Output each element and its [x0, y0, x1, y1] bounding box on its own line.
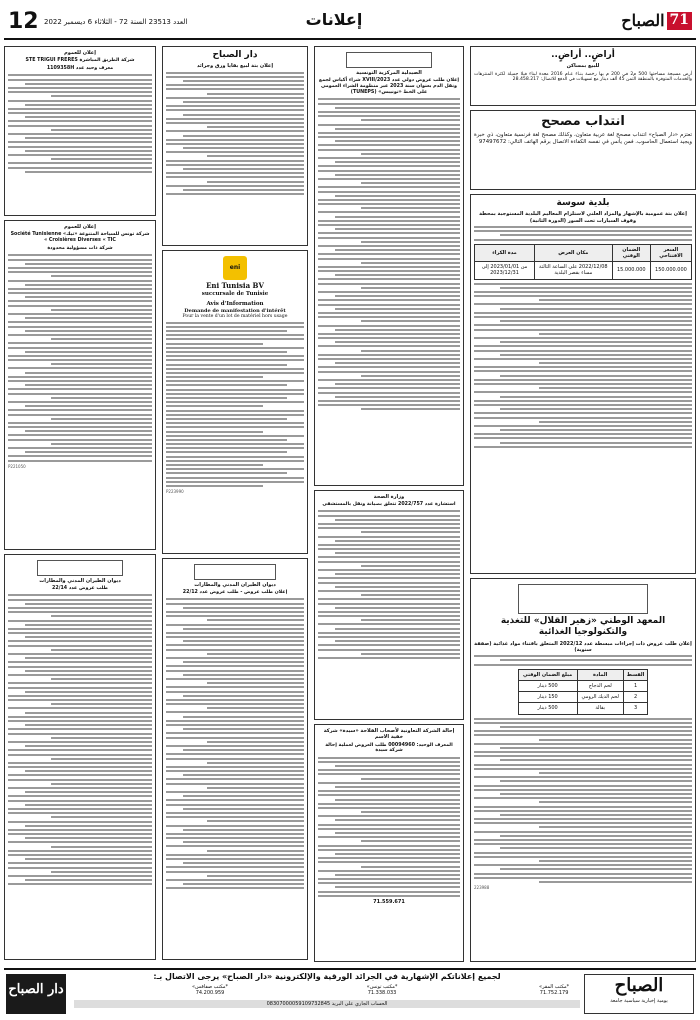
notice1-ref: معرف وحيد عدد 1109358H [46, 66, 114, 72]
text-block [474, 655, 692, 665]
aviation2-logo [37, 560, 123, 576]
table-cell: 150.000.000 [650, 262, 691, 280]
page-number: 12 [8, 9, 39, 34]
ad-zouhair-kallel [470, 578, 696, 962]
ad-tic [4, 220, 156, 550]
table-header: مكان العرض [534, 244, 612, 262]
notice1-subtitle: شركة الطريق المباشرة STE TRIGUI FRERES [25, 58, 135, 64]
table-cell: 500 دينار [518, 680, 577, 691]
office-phone: 71.752.179 [539, 990, 569, 997]
ad-municipality-subtitle: إعلان بتة عمومية بالإشهار والمزاد العلني لاستلزام المعاليم البلدية المستوجبة بمحطة وقوف السيارات تحت السور (الدورة الثانية) [479, 211, 687, 224]
coop-phone: 71.559.671 [373, 899, 405, 906]
ad-cooperative [314, 724, 464, 962]
eni-logo: eni [223, 256, 247, 280]
table-cell: 3 [623, 703, 648, 714]
ad-lands-text: أرض مسيجة مساحتها 500 م2 في 200 م بها رخصة بنـاء عـام 2016 معدة لبناء فيلا جميلة لكثرة المنتزهات والخدمات المتوفرة بالمنطقة الثمن 45 ألف دينار مع تسهيلات في الدفع للاتصال: 28.458.217 [474, 71, 692, 83]
pharmacy-logo [346, 52, 431, 68]
office-phone: 74.200.959 [195, 990, 225, 997]
ad-dar-assabah [162, 46, 308, 246]
eni-subtitle: succursale de Tunisie [201, 290, 269, 297]
text-block [474, 226, 692, 241]
footer-brand-2 [6, 974, 66, 1014]
table-header: المادة [577, 669, 623, 680]
office-label: *مكتب صفاقس» [191, 984, 229, 990]
aviation-logo [194, 564, 277, 580]
ad-central-pharmacy [314, 46, 464, 486]
eni-notice-title: Avis d'Information [206, 300, 264, 307]
coop-subtitle: المعرف الوحيد: 00094960 طلب العروض لعملية إحالة شركة سيدة [325, 742, 453, 754]
zouhair-kallel-logo [518, 584, 649, 614]
office-label: *مكتب تونس» [366, 984, 398, 990]
footer-offices [74, 984, 580, 997]
section-title: إعلانات [305, 10, 363, 29]
ad-ministry-health [314, 490, 464, 720]
office-label: *مكتب المقر» [539, 984, 570, 990]
office-tunis [246, 984, 408, 997]
table-cell: 500 دينار [518, 703, 577, 714]
eni-notice-subtitle: Demande de manifestation d'intérêt [184, 307, 286, 314]
ad-municipality [470, 194, 696, 574]
text-block [318, 510, 460, 659]
page-footer [4, 968, 696, 1016]
health-subtitle: استشارة عدد 2022/757 تتعلق بصيانة ونقل بالمستشفى [322, 502, 456, 508]
ad-lands [470, 46, 696, 106]
coop-title: إحالة الشركة التعاونية لأصحاب الفلاحة «سيدة» شركة خفية الاسم [323, 728, 455, 741]
page-header [4, 6, 696, 40]
table-cell: بقالة [577, 703, 623, 714]
aviation2-subtitle: طلب عروض عدد 22/14 [52, 586, 108, 592]
ad-recruit-title: انتداب مصحح [541, 114, 625, 129]
notice2-title: إعلان للعموم [64, 224, 96, 230]
ad-eni [162, 250, 308, 554]
footer-brand-2-name: دار الصباح [8, 982, 64, 997]
dar-title: دار الصباح [212, 50, 258, 60]
aviation2-title: ديوان الطيران المدني والمطارات [39, 578, 121, 584]
office-sfax [74, 984, 236, 997]
pharmacy-subtitle: إعلان طلب عروض دولي عدد 2023/XVIII شراء أكياس لجمع ونقل الدم بعنوان سنة 2023 عبر منظومة الشراء العمومي على الخط «تونيبس» (TUNEPS) [318, 78, 460, 96]
text-block [8, 594, 152, 885]
notice1-title: إعلان للعموم [64, 50, 96, 56]
text-block [474, 283, 692, 448]
eni-title: Eni Tunisia BV [206, 281, 264, 290]
logo-text: الصباح [621, 11, 665, 30]
office-hq [418, 984, 580, 997]
issue-line: العدد 23513 السنة 72 - الثلاثاء 6 ديسمبر 2022 [44, 18, 188, 26]
table-header: مدة الكراء [475, 244, 535, 262]
footer-brand [584, 974, 694, 1014]
column-1 [470, 46, 696, 964]
table-header: مبلغ الضمان الوقتي [518, 669, 577, 680]
table-cell: 2 [623, 692, 648, 703]
column-4 [4, 46, 156, 964]
footer-brand-name: الصباح [614, 975, 664, 996]
footer-contact [74, 972, 580, 1008]
text-block [318, 757, 460, 897]
ad-trigui-freres [4, 46, 156, 216]
table-header: السعر الافتتاحي [650, 244, 691, 262]
ad-code: 223988 [474, 885, 490, 891]
table-cell: 150 دينار [518, 692, 577, 703]
column-2 [314, 46, 464, 964]
newspaper-logo [612, 8, 692, 34]
ad-code: P221050 [8, 463, 26, 469]
ad-recruit-text: تعتزم «دار الصباح» انتداب مصحح لغة عربية متعاون، وكذلك مصحح لغة فرنسية متعاون، ذي خبرة ويجيد استعمال الحاسوب. فمن يأنس في نفسه الكفاءة الاتصال برقم الهاتف التالي: 97497672 [474, 132, 692, 145]
dar-subtitle: إعلان بتة لبيع بقايا ورق وجرائد [196, 63, 274, 70]
ad-municipality-title: بلدية سوسة [556, 198, 610, 208]
ad-lands-title: أراضٍ.. أراضٍ.. [551, 50, 615, 60]
text-block [8, 254, 152, 461]
text-block [166, 598, 304, 889]
ad-civil-aviation-2 [4, 554, 156, 960]
footer-headline: لجميع إعلاناتكم الإشهارية في الجرائد الورقية والإلكترونية «دار الصباح» يرجى الاتصال بـ: [153, 972, 501, 981]
logo-number: 71 [667, 12, 692, 30]
table-cell: 1 [623, 680, 648, 691]
table-cell: من 2023/01/01 إلى 2023/12/31 [475, 262, 535, 280]
aviation-title: ديوان الطيران المدني والمطارات [194, 582, 276, 588]
office-phone: 71.338.033 [367, 990, 397, 997]
footer-brand-tagline: يومية إخبارية سياسية جامعة [610, 997, 668, 1004]
text-block [166, 322, 304, 487]
ad-code: P223990 [166, 489, 184, 495]
aviation-subtitle: إعلان طلب عروض - طلب عروض عدد 22/12 [182, 590, 288, 596]
table-cell: لحم الدجاج [577, 680, 623, 691]
zouhair-table [518, 669, 649, 715]
table-cell: لحم الديك الرومي [577, 692, 623, 703]
table-header: القسط [623, 669, 648, 680]
ad-zouhair-title: المعهد الوطني «زهير القلال» للتغذية والتكنولوجيا الغذائية [500, 616, 666, 638]
table-header: الضمان الوقتي [612, 244, 650, 262]
text-block [166, 72, 304, 195]
ad-civil-aviation [162, 558, 308, 960]
ad-recruit [470, 110, 696, 190]
municipality-table [474, 244, 692, 280]
pharmacy-title: الصيدلية المركزية التونسية [356, 70, 422, 76]
ad-zouhair-subtitle: إعلان طلب عروض ذات إجراءات مبسطة عدد 2022/12 المتعلق باقتناء مواد غذائية (صفقة سنوية) [474, 640, 692, 653]
health-title: وزارة الصحة [373, 494, 405, 500]
notice2-subtitle: شركة تونس للسياحة المتنوعة «تيك» Société Tunisienne Croisières Diverses « TIC » [10, 232, 150, 244]
text-block [474, 718, 692, 883]
eni-notice-line: Pour la vente d'un lot de matériel hors usage [182, 313, 288, 319]
ad-lands-subtitle: للبيع بمساكن [566, 63, 600, 70]
notice2-subtitle-2: شركة ذات مسؤولية محدودة [47, 246, 113, 252]
column-3 [162, 46, 308, 964]
text-block [8, 74, 152, 172]
text-block [318, 98, 460, 410]
table-cell: 2022/12/08 على الساعة الثالثة مساء بقصر البلدية [534, 262, 612, 280]
footer-account: الحساب الجاري على البريد 08307000059109732845 [74, 1000, 580, 1008]
table-cell: 15.000.000 [612, 262, 650, 280]
